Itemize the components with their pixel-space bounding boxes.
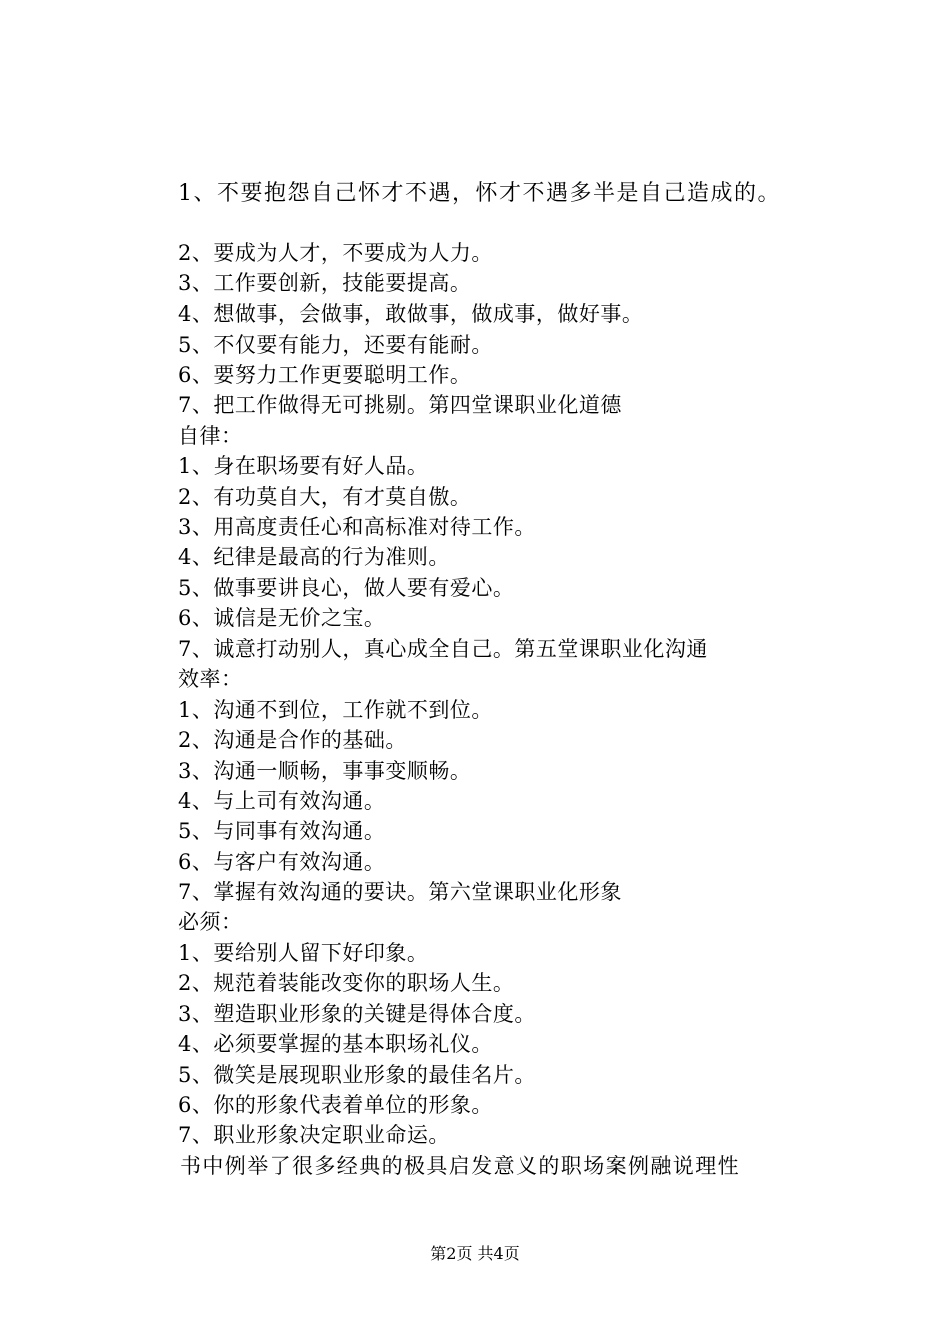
text-line: 6、你的形象代表着单位的形象。 bbox=[178, 1093, 493, 1117]
text-line: 2、要成为人才，不要成为人力。 bbox=[178, 241, 493, 265]
text-line: 6、诚信是无价之宝。 bbox=[178, 606, 386, 630]
text-line: 自律： bbox=[178, 424, 243, 448]
text-line: 1、不要抱怨自己怀才不遇，怀才不遇多半是自己造成的。 bbox=[178, 181, 781, 206]
text-line: 7、把工作做得无可挑剔。第四堂课职业化道德 bbox=[178, 393, 622, 417]
text-line: 1、身在职场要有好人品。 bbox=[178, 454, 429, 478]
text-line: 7、掌握有效沟通的要诀。第六堂课职业化形象 bbox=[178, 880, 622, 904]
text-line: 3、工作要创新，技能要提高。 bbox=[178, 271, 472, 295]
text-line: 4、想做事，会做事，敢做事，做成事，做好事。 bbox=[178, 302, 644, 326]
text-line: 5、与同事有效沟通。 bbox=[178, 819, 386, 843]
text-line: 6、要努力工作更要聪明工作。 bbox=[178, 363, 472, 387]
text-line: 书中例举了很多经典的极具启发意义的职场案例融说理性 bbox=[180, 1154, 740, 1178]
text-line: 2、有功莫自大，有才莫自傲。 bbox=[178, 485, 472, 509]
text-line: 2、沟通是合作的基础。 bbox=[178, 728, 407, 752]
text-line: 4、与上司有效沟通。 bbox=[178, 789, 386, 813]
text-line: 效率： bbox=[178, 667, 243, 691]
text-line: 5、不仅要有能力，还要有能耐。 bbox=[178, 333, 493, 357]
text-line: 5、做事要讲良心，做人要有爱心。 bbox=[178, 576, 515, 600]
text-line: 3、用高度责任心和高标准对待工作。 bbox=[178, 515, 536, 539]
text-line: 1、沟通不到位，工作就不到位。 bbox=[178, 698, 493, 722]
text-line: 7、职业形象决定职业命运。 bbox=[178, 1123, 450, 1147]
text-line: 3、沟通一顺畅，事事变顺畅。 bbox=[178, 759, 472, 783]
text-line: 1、要给别人留下好印象。 bbox=[178, 941, 429, 965]
text-line: 2、规范着装能改变你的职场人生。 bbox=[178, 971, 515, 995]
text-line: 必须： bbox=[178, 910, 243, 934]
text-line: 7、诚意打动别人，真心成全自己。第五堂课职业化沟通 bbox=[178, 637, 708, 661]
text-line: 4、必须要掌握的基本职场礼仪。 bbox=[178, 1032, 493, 1056]
text-line: 5、微笑是展现职业形象的最佳名片。 bbox=[178, 1063, 536, 1087]
page-number-footer: 第2页 共4页 bbox=[430, 1244, 520, 1263]
text-line: 4、纪律是最高的行为准则。 bbox=[178, 545, 450, 569]
text-line: 6、与客户有效沟通。 bbox=[178, 850, 386, 874]
text-line: 3、塑造职业形象的关键是得体合度。 bbox=[178, 1002, 536, 1026]
